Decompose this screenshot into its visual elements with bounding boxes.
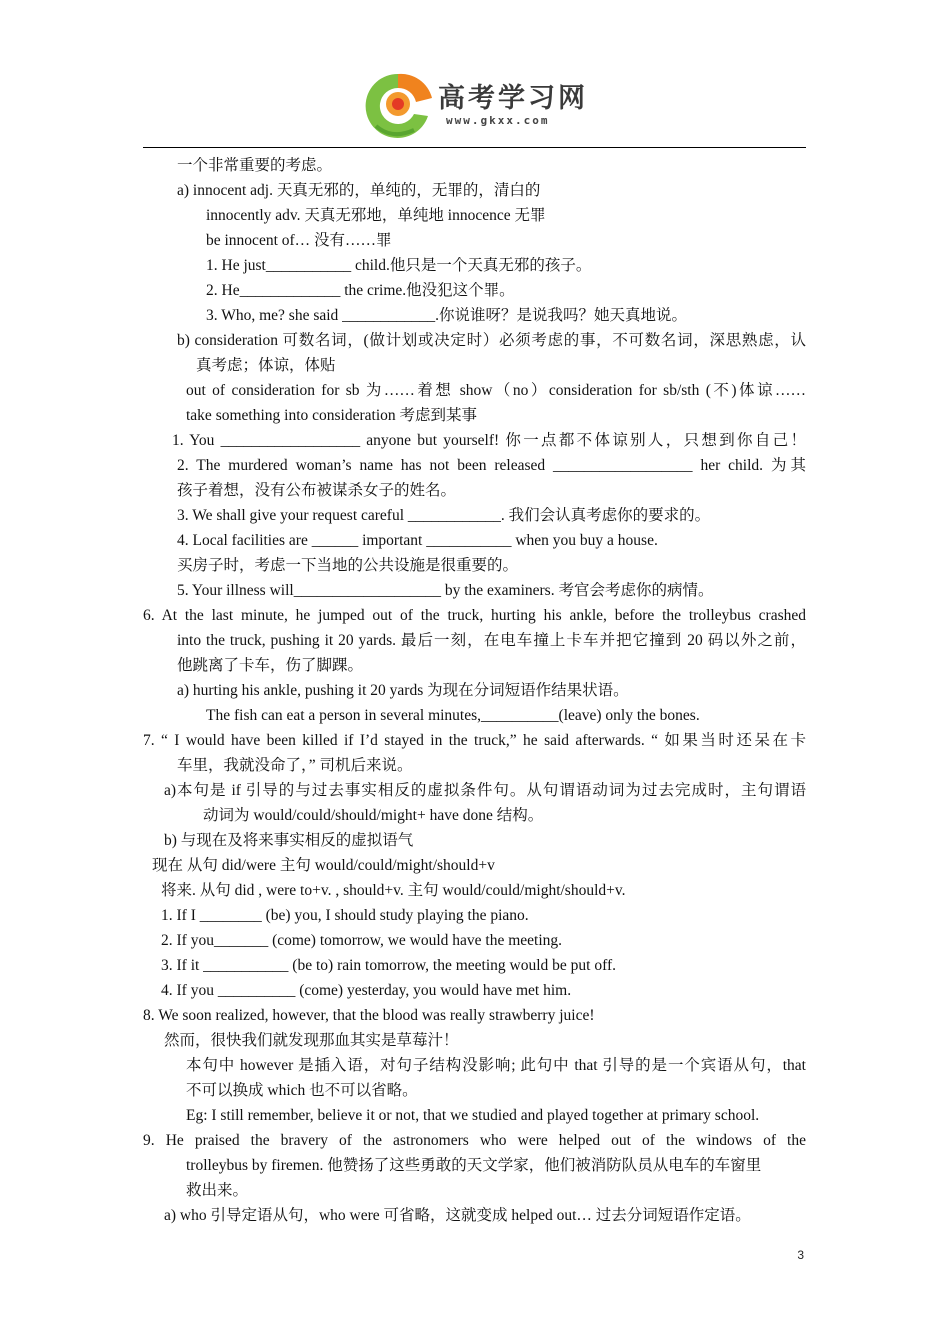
text-line: a)本句是 if 引导的与过去事实相反的虚拟条件句。从句谓语动词为过去完成时，主句谓语 xyxy=(164,782,806,799)
exercise-line: 2. He_____________ the crime.他没犯这个罪。 xyxy=(206,282,515,299)
example-line: Eg: I still remember, believe it or not, that we studied and played together at primary school. xyxy=(186,1107,760,1124)
page-number: 3 xyxy=(797,1248,804,1262)
exercise-line: 2. If you_______ (come) tomorrow, we would have the meeting. xyxy=(161,932,563,949)
text-line: 他跳离了卡车，伤了脚踝。 xyxy=(177,657,364,674)
exercise-line: 4. If you __________ (come) yesterday, you would have met him. xyxy=(161,982,572,999)
exercise-line: 1. You __________________ anyone but yourself! 你一点都不体谅别人，只想到你自己！ xyxy=(172,432,806,449)
text-line: out of consideration for sb 为……着想 show（no）consideration for sb/sth (不)体谅…… xyxy=(186,382,806,399)
exercise-line: 4. Local facilities are ______ important ___________ when you buy a house. xyxy=(177,532,658,549)
logo-url: www.gkxx.com xyxy=(446,114,550,127)
text-line: trolleybus by firemen. 他赞扬了这些勇敢的天文学家，他们被消防队员从电车的车窗里 xyxy=(186,1157,762,1174)
text-line: 7. “ I would have been killed if I’d stayed in the truck,” he said afterwards. “ 如果当时还呆在卡 xyxy=(143,732,806,749)
text-line: 车里，我就没命了，” 司机后来说。 xyxy=(177,757,413,774)
text-line: 孩子着想，没有公布被谋杀女子的姓名。 xyxy=(177,482,457,499)
page-header xyxy=(0,0,950,150)
exercise-line: 3. We shall give your request careful ____________. 我们会认真考虑你的要求的。 xyxy=(177,507,711,524)
text-line: 一个非常重要的考虑。 xyxy=(177,157,333,174)
text-line: 将来. 从句 did , were to+v. , should+v. 主句 would/could/might/should+v. xyxy=(161,882,626,899)
text-line: 真考虑；体谅，体贴 xyxy=(196,357,336,374)
exercise-line: 2. The murdered woman’s name has not been released __________________ her child. 为其 xyxy=(177,457,806,474)
text-line: 本句中 however 是插入语，对句子结构没影响; 此句中 that 引导的是一个宾语从句，that xyxy=(186,1057,806,1074)
exercise-line: 3. Who, me? she said ____________.你说谁呀？是说我吗？她天真地说。 xyxy=(206,307,688,324)
text-line: 8. We soon realized, however, that the blood was really strawberry juice! xyxy=(143,1007,595,1024)
text-line: a) innocent adj. 天真无邪的，单纯的，无罪的，清白的 xyxy=(177,182,541,199)
logo-title: 高考学习网 xyxy=(438,83,588,114)
text-line: 动词为 would/could/should/might+ have done 结构。 xyxy=(203,807,544,824)
text-line: a) hurting his ankle, pushing it 20 yards 为现在分词短语作结果状语。 xyxy=(177,682,629,699)
text-line: 9. He praised the bravery of the astronomers who were helped out of the windows of the xyxy=(143,1132,806,1149)
text-line: a) who 引导定语从句，who were 可省略，这就变成 helped out… 过去分词短语作定语。 xyxy=(164,1207,751,1224)
exercise-line: 3. If it ___________ (be to) rain tomorrow, the meeting would be put off. xyxy=(161,957,617,974)
text-line: b) 与现在及将来事实相反的虚拟语气 xyxy=(164,832,414,849)
exercise-line: 1. He just___________ child.他只是一个天真无邪的孩子。 xyxy=(206,257,592,274)
text-line: 不可以换成 which 也不可以省略。 xyxy=(186,1082,418,1099)
text-line: be innocent of… 没有……罪 xyxy=(206,232,392,249)
header-divider xyxy=(143,147,806,148)
text-line: 现在 从句 did/were 主句 would/could/might/should+v xyxy=(152,857,495,874)
text-line: 救出来。 xyxy=(186,1182,249,1199)
exercise-line: 5. Your illness will___________________ by the examiners. 考官会考虑你的病情。 xyxy=(177,582,714,599)
text-line: b) consideration 可数名词，(做计划或决定时）必须考虑的事，不可数名词，深思熟虑，认 xyxy=(177,332,806,349)
text-line: into the truck, pushing it 20 yards. 最后一刻，在电车撞上卡车并把它撞到 20 码以外之前， xyxy=(177,632,806,649)
text-line: 买房子时，考虑一下当地的公共设施是很重要的。 xyxy=(177,557,519,574)
text-line: innocently adv. 天真无邪地，单纯地 innocence 无罪 xyxy=(206,207,546,224)
exercise-line: 1. If I ________ (be) you, I should study playing the piano. xyxy=(161,907,529,924)
gkxx-logo-icon xyxy=(358,68,436,144)
text-line: take something into consideration 考虑到某事 xyxy=(186,407,478,424)
text-line: 然而，很快我们就发现那血其实是草莓汁！ xyxy=(164,1032,459,1049)
exercise-line: The fish can eat a person in several minutes,__________(leave) only the bones. xyxy=(206,707,700,724)
text-line: 6. At the last minute, he jumped out of the truck, hurting his ankle, before the trolleybus crashed xyxy=(143,607,806,624)
